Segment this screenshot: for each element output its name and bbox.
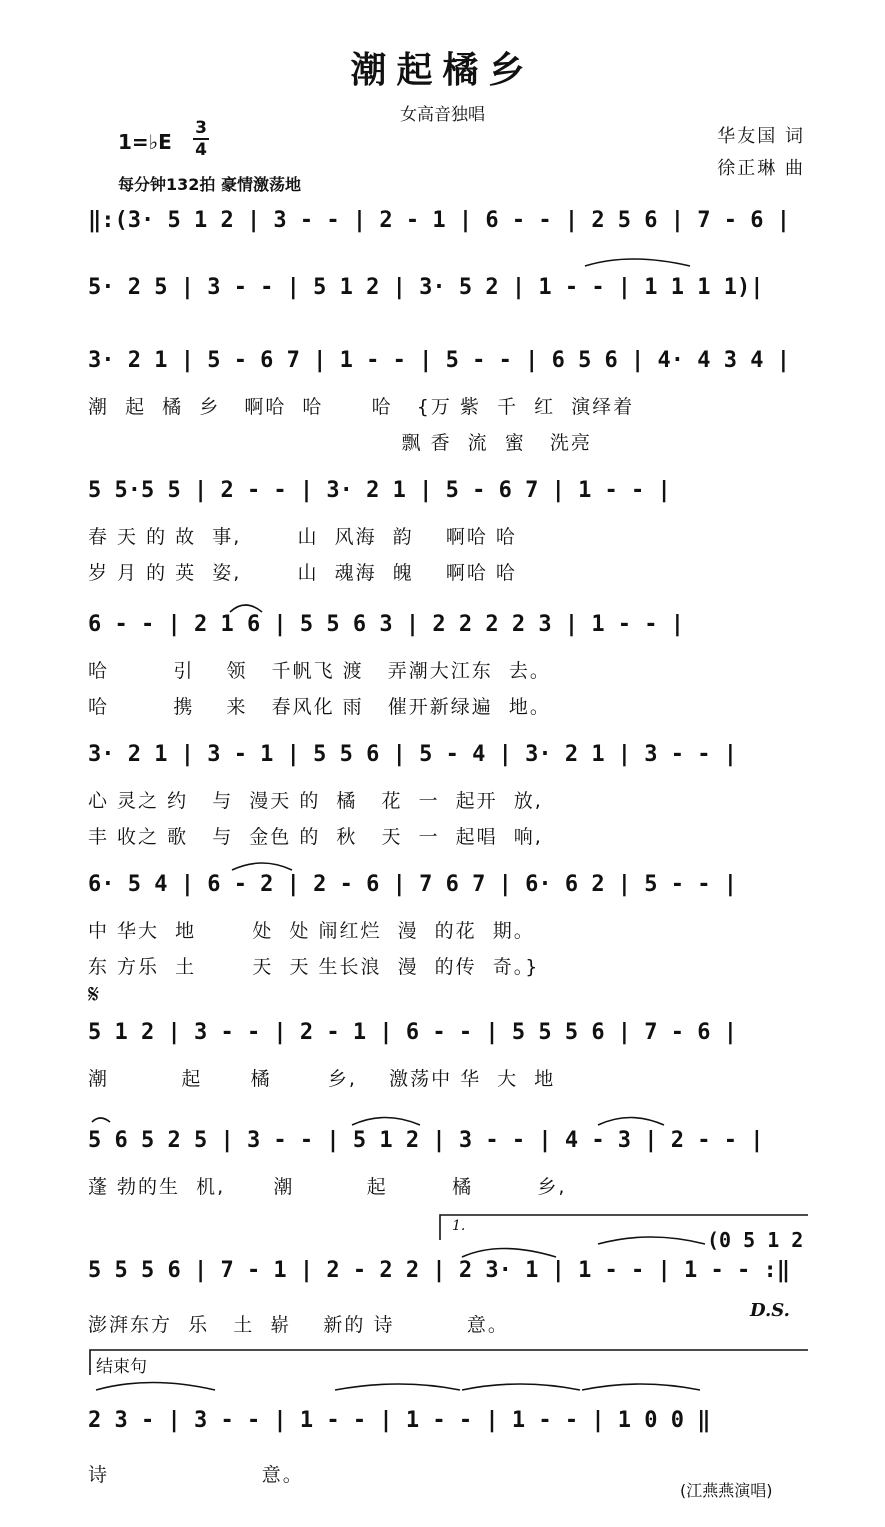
lyric-line: 蓬 勃的生 机, 潮 起 橘 乡, [88,1176,567,1198]
lyric-line: 中 华大 地 处 处 闹红烂 漫 的花 期。 [88,920,535,942]
notation-row: 6 - - | 2 1 6 | 5 5 6 3 | 2 2 2 2 3 | 1 - - | [88,612,685,637]
slur-mark [585,259,690,266]
ending-label: 结束句 [96,1357,147,1377]
lyric-line: 心 灵之 约 与 漫天 的 橘 花 一 起开 放, [88,790,543,812]
slur-mark [232,863,292,870]
notation-row: 5· 2 5 | 3 - - | 5 1 2 | 3· 5 2 | 1 - - | 1 1 1 1)| [88,275,764,300]
lyric-line: 诗 意。 [88,1464,304,1486]
slur-mark [96,1383,215,1391]
notation-row: 6· 5 4 | 6 - 2 | 2 - 6 | 7 6 7 | 6· 6 2 | 5 - - | [88,872,738,897]
ending-bracket [90,1350,808,1375]
song-title: 潮起橘乡 [350,49,535,91]
slur-mark [230,605,262,612]
slur-mark [92,1118,110,1122]
lyric-line: 丰 收之 歌 与 金色 的 秋 天 一 起唱 响, [88,826,543,848]
lyric-line: 潮 起 橘 乡 啊哈 哈 哈 {万 紫 千 红 演绎着 [88,396,635,418]
lyric-line: 东 方乐 土 天 天 生长浪 漫 的传 奇。} [88,956,540,978]
slur-mark [598,1237,705,1244]
lyric-line: 飘 香 流 蜜 洗亮 [88,432,592,454]
singer-credit: (江燕燕演唱) [680,1481,773,1500]
slur-mark [462,1249,556,1258]
notation-row: 3· 2 1 | 3 - 1 | 5 5 6 | 5 - 4 | 3· 2 1 | 3 - - | [88,742,738,767]
slur-mark [335,1384,460,1390]
lyric-line: 哈 携 来 春风化 雨 催开新绿遍 地。 [88,696,551,718]
notation-row: 5 5·5 5 | 2 - - | 3· 2 1 | 5 - 6 7 | 1 - - | [88,478,671,503]
pickup-notes: (0 5 1 2 [707,1228,804,1252]
slur-mark [352,1118,420,1126]
song-subtitle: 女高音独唱 [400,105,485,125]
notation-row: 5 5 5 6 | 7 - 1 | 2 - 2 2 | 2 3· 1 | 1 - - | 1 - - :‖ [88,1258,790,1283]
lyric-line: 岁 月 的 英 姿, 山 魂海 魄 啊哈 哈 [88,562,517,584]
notation-row: 2 3 - | 3 - - | 1 - - | 1 - - | 1 - - | 1 0 0 ‖ [88,1408,711,1433]
notation-row: ‖:(3· 5 1 2 | 3 - - | 2 - 1 | 6 - - | 2 5 6 | 7 - 6 | [88,208,790,233]
dal-segno: D.S. [750,1300,790,1321]
time-sig-top: 3 [195,118,207,138]
notation-row: 3· 2 1 | 5 - 6 7 | 1 - - | 5 - - | 6 5 6 | 4· 4 3 4 | [88,348,790,373]
composer-credit: 徐正琳 曲 [717,158,805,179]
tempo-marking: 每分钟132拍 豪情激荡地 [118,175,301,194]
slur-mark [582,1384,700,1390]
volta-one-label: 1. [452,1218,466,1234]
segno-sign: 𝄋 [88,980,100,1010]
key-signature: 1=♭E [118,130,172,154]
lyric-line: 潮 起 橘 乡, 激荡中 华 大 地 [88,1068,556,1090]
slur-mark [462,1384,580,1390]
lyric-line: 哈 引 领 千帆飞 渡 弄潮大江东 去。 [88,660,551,682]
notation-row: 5 6 5 2 5 | 3 - - | 5 1 2 | 3 - - | 4 - 3 | 2 - - | [88,1128,764,1153]
lyric-line: 澎湃东方 乐 土 崭 新的 诗 意。 [88,1314,509,1336]
time-sig-bottom: 4 [195,140,207,160]
notation-row: 5 1 2 | 3 - - | 2 - 1 | 6 - - | 5 5 5 6 | 7 - 6 | [88,1020,738,1045]
slur-mark [598,1118,664,1126]
lyricist-credit: 华友国 词 [717,126,805,147]
lyric-line: 春 天 的 故 事, 山 风海 韵 啊哈 哈 [88,526,517,548]
